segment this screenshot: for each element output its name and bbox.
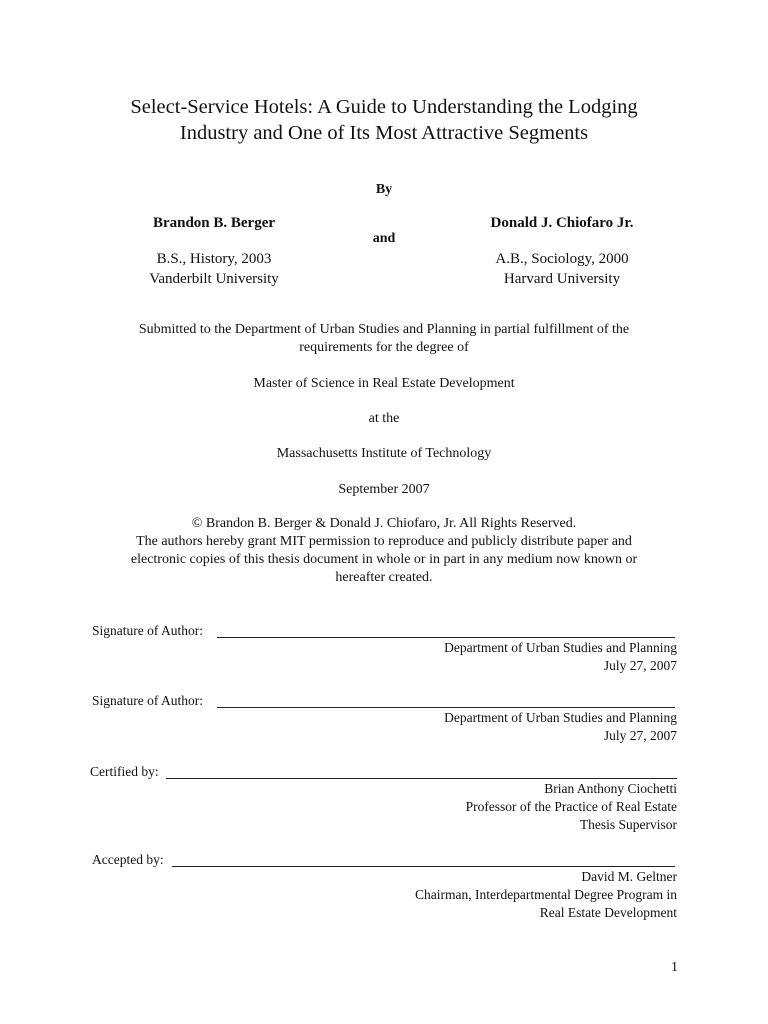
copyright-line-1: © Brandon B. Berger & Donald J. Chiofaro, Jr. All Rights Reserved. (191, 516, 577, 531)
author-school-1: Vanderbilt University (149, 271, 279, 287)
page-number: 1 (671, 960, 678, 975)
signature-2-detail-2: July 27, 2007 (603, 728, 677, 743)
copyright-line-4: hereafter created. (335, 570, 433, 585)
thesis-title (0, 94, 768, 146)
author-degree-1: B.S., History, 2003 (156, 251, 272, 267)
supervisor-title: Professor of the Practice of Real Estate (465, 799, 677, 814)
institution-name: Massachusetts Institute of Technology (276, 446, 492, 461)
copyright-line-2: The authors hereby grant MIT permission to reproduce and publicly distribute paper and (136, 534, 632, 549)
signature-label-1: Signature of Author: (92, 623, 203, 638)
author-name-1: Brandon B. Berger (152, 215, 276, 231)
submitted-line-2: requirements for the degree of (299, 340, 469, 355)
at-the: at the (368, 411, 400, 426)
author-degree-2: A.B., Sociology, 2000 (495, 251, 629, 267)
certified-label: Certified by: (90, 764, 159, 779)
submitted-line-1: Submitted to the Department of Urban Studies and Planning in partial fulfillment of the (138, 322, 630, 337)
certified-line (166, 778, 677, 779)
chairman-name: David M. Geltner (581, 869, 677, 884)
degree-name: Master of Science in Real Estate Development (253, 376, 515, 391)
signature-line-2 (217, 707, 675, 708)
signature-line-1 (217, 637, 675, 638)
author-name-2: Donald J. Chiofaro Jr. (490, 215, 634, 231)
chairman-program: Real Estate Development (539, 905, 677, 920)
author-school-2: Harvard University (503, 271, 621, 287)
chairman-title: Chairman, Interdepartmental Degree Program in (414, 887, 677, 902)
signature-1-detail-2: July 27, 2007 (603, 658, 677, 673)
supervisor-name: Brian Anthony Ciochetti (544, 781, 677, 796)
signature-2-detail-1: Department of Urban Studies and Planning (444, 710, 677, 725)
signature-label-2: Signature of Author: (92, 693, 203, 708)
title-line-1: Select-Service Hotels: A Guide to Understanding the Lodging (130, 96, 638, 118)
signature-1-detail-1: Department of Urban Studies and Planning (444, 640, 677, 655)
accepted-line (172, 866, 675, 867)
supervisor-role: Thesis Supervisor (579, 817, 677, 832)
copyright-line-3: electronic copies of this thesis document in whole or in part in any medium now known or (130, 552, 638, 567)
and-label: and (372, 231, 396, 246)
submission-date: September 2007 (338, 482, 430, 497)
by-label: By (375, 182, 393, 197)
title-line-2: Industry and One of Its Most Attractive Segments (179, 122, 589, 144)
accepted-label: Accepted by: (92, 852, 164, 867)
